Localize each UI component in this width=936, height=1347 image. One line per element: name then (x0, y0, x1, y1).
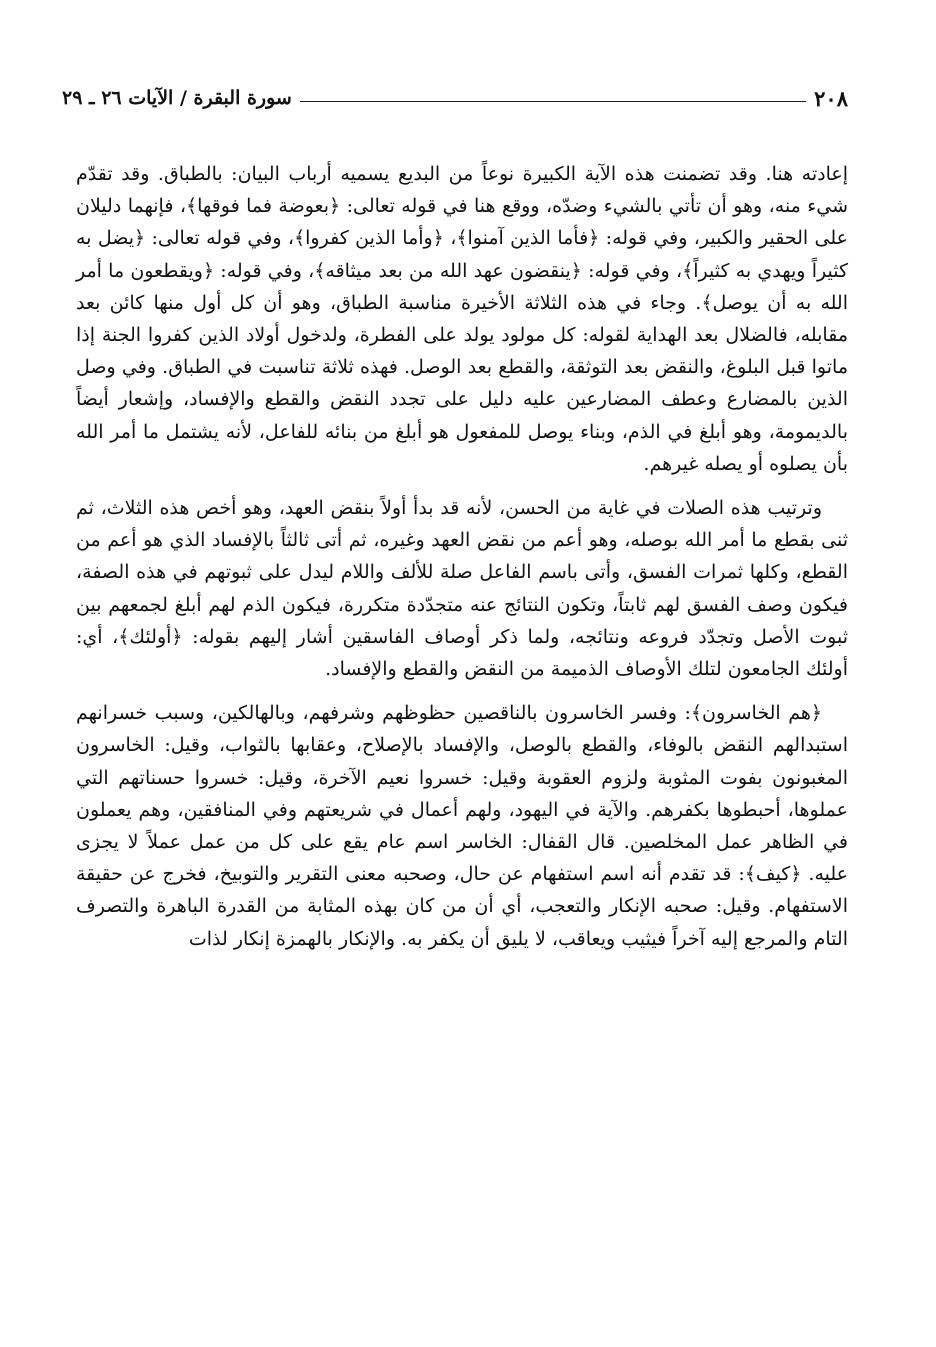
running-header-title: سورة البقرة / الآيات ٢٦ ـ ٢٩ (62, 87, 292, 109)
page-header (62, 80, 848, 116)
paragraph-1: إعادته هنا. وقد تضمنت هذه الآية الكبيرة نوعاً من البديع يسميه أرباب البيان: بالطباق. وقد تقدّم شيء منه، وهو أن تأتي بالشيء وضدّه، ووقع هنا في قوله تعالى: ﴿بعوضة فما فوقها﴾، فإنهما دليلان على الحقير والكبير، وفي قوله: ﴿فأما الذين آمنوا﴾، ﴿وأما الذين كفروا﴾، وفي قوله تعالى: ﴿يضل به كثيراً ويهدي به كثيراً﴾، وفي قوله: ﴿ينقضون عهد الله من بعد ميثاقه﴾، وفي قوله: ﴿ويقطعون ما أمر الله به أن يوصل﴾. وجاء في هذه الثلاثة الأخيرة مناسبة الطباق، وهو أن كل أول منها كائن بعد مقابله، فالضلال بعد الهداية لقوله: كل مولود يولد على الفطرة، ولدخول أولاد الذين كفروا الجنة إذا ماتوا قبل البلوغ، والنقض بعد التوثقة، والقطع بعد الوصل. فهذه ثلاثة تناسبت في الطباق. وفي وصل الذين بالمضارع وعطف المضارعين عليه دليل على تجدد النقض والقطع والإفساد، وإشعار أيضاً بالديمومة، وهو أبلغ في الذم، وبناء يوصل للمفعول هو أبلغ من بنائه للفاعل، لأنه يشتمل ما أمر الله بأن يصلوه أو يصله غيرهم. (76, 163, 848, 475)
paragraph-3: ﴿هم الخاسرون﴾: وفسر الخاسرون بالناقصين حظوظهم وشرفهم، وبالهالكين، وسبب خسرانهم استبدالهم النقض بالوفاء، والقطع بالوصل، والإفساد بالإصلاح، وعقابها بالثواب، وقيل: الخاسرون المغبونون بفوت المثوبة ولزوم العقوبة وقيل: خسروا نعيم الآخرة، وقيل: خسروا حسناتهم التي عملوها، أحبطوها بكفرهم. والآية في اليهود، ولهم أعمال في شريعتهم وفي المنافقين، وهم يعملون في الظاهر عمل المخلصين. قال القفال: الخاسر اسم عام يقع على كل من عمل عملاً لا يجزى عليه. ﴿كيف﴾: قد تقدم أنه اسم استفهام عن حال، وصحبه معنى التقرير والتوبيخ، فخرج عن حقيقة الاستفهام. وقيل: صحبه الإنكار والتعجب، أي أن من كان بهذه المثابة من القدرة الباهرة والتصرف التام والمرجع إليه آخراً فيثيب ويعاقب، لا يليق أن يكفر به. والإنكار بالهمزة إنكار لذات (76, 702, 848, 950)
page-body (76, 158, 848, 955)
header-rule (300, 101, 806, 102)
page-number: ٢٠٨ (814, 85, 848, 111)
paragraph-2: وترتيب هذه الصلات في غاية من الحسن، لأنه قد بدأ أولاً بنقض العهد، وهو أخص هذه الثلاث، ثم ثنى بقطع ما أمر الله بوصله، وهو أعم من نقض العهد وغيره، ثم أتى ثالثاً بالإفساد الذي هو أعم من القطع، وكلها ثمرات الفسق، وأتى باسم الفاعل صلة للألف واللام ليدل على ثبوتهم في هذه الصفة، فيكون وصف الفسق لهم ثابتاً، وتكون النتائج عنه متجدّدة متكررة، فيكون الذم لهم أبلغ لجمعهم بين ثبوت الأصل وتجدّد فروعه ونتائجه، ولما ذكر أوصاف الفاسقين أشار إليهم بقوله: ﴿أولئك﴾، أي: أولئك الجامعون لتلك الأوصاف الذميمة من النقض والقطع والإفساد. (76, 497, 848, 681)
